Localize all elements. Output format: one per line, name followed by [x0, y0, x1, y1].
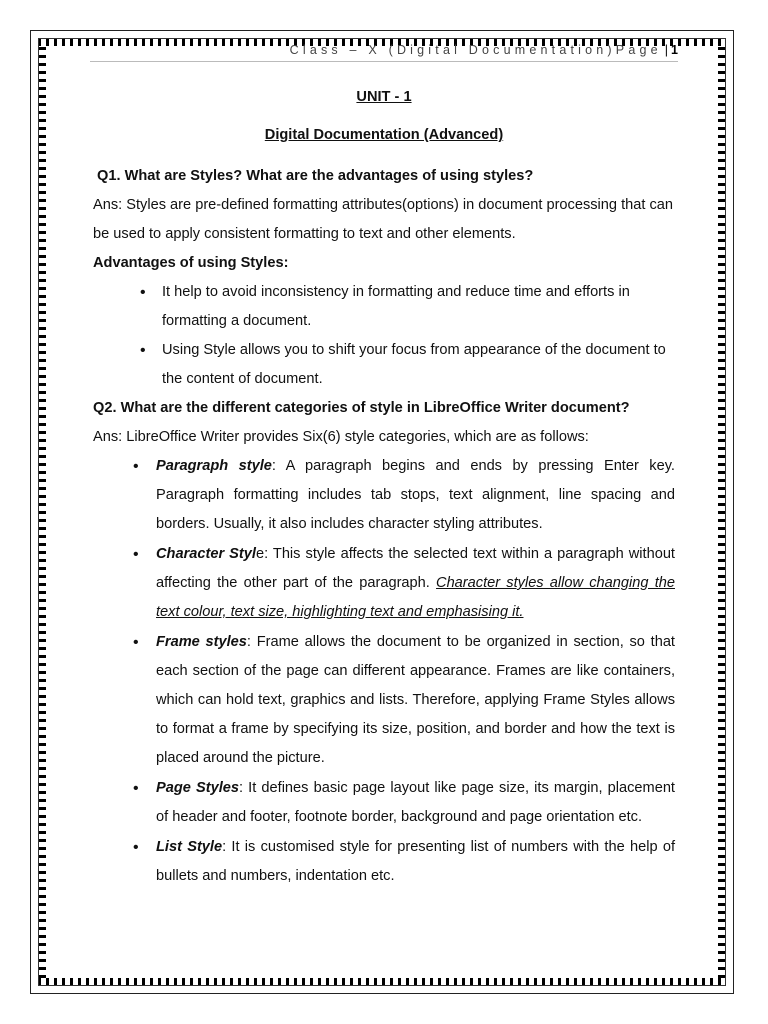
header-separator: |	[664, 43, 669, 57]
style-description: : It defines basic page layout like page size, its margin, placement of header and footer, footnote border, background and page orientation etc.	[156, 780, 675, 825]
unit-heading: UNIT - 1	[356, 89, 412, 105]
list-item-frame-styles	[93, 628, 675, 773]
list-item-page-styles	[93, 774, 675, 832]
question-1: Q1. What are Styles? What are the advantages of using styles?	[97, 168, 534, 184]
list-item-paragraph-style	[93, 452, 675, 539]
document-subtitle: Digital Documentation (Advanced)	[264, 127, 504, 143]
list-item: • Using Style allows you to shift your focus from appearance of the document to the content of document.	[93, 336, 675, 394]
style-term: Page Styles	[156, 780, 239, 796]
advantages-list	[93, 278, 675, 394]
style-term: Paragraph style	[156, 458, 272, 474]
style-description: : It is customised style for presenting list of numbers with the help of bullets and numbers, indentation etc.	[156, 839, 675, 884]
advantages-heading: Advantages of using Styles:	[93, 255, 289, 271]
answer-1: Ans: Styles are pre-defined formatting attributes(options) in document processing that can be used to apply consistent formatting to text and other elements.	[93, 197, 674, 242]
answer-2: Ans: LibreOffice Writer provides Six(6) style categories, which are as follows:	[93, 429, 589, 445]
style-term: Character Styl	[156, 546, 256, 562]
style-categories-list	[93, 452, 675, 891]
style-description: : A paragraph begins and ends by pressing Enter key. Paragraph formatting includes tab stops, text alignment, line spacing and borders. Usually, it also includes character styling attributes.	[156, 458, 675, 532]
list-item-list-style	[93, 833, 675, 891]
list-item: • It help to avoid inconsistency in formatting and reduce time and efforts in formatting a document.	[93, 278, 675, 336]
page-header	[90, 43, 678, 62]
list-item-character-style	[93, 540, 675, 627]
style-term: List Style	[156, 839, 223, 855]
page-number: 1	[671, 43, 678, 57]
style-description: e: This style affects the selected text within a paragraph without affecting the other part of the paragraph.	[156, 546, 675, 591]
header-title: Class – X (Digital Documentation)Page	[289, 43, 662, 57]
question-2: Q2. What are the different categories of style in LibreOffice Writer document?	[93, 400, 630, 416]
style-term: Frame styles	[156, 634, 247, 650]
style-description: : Frame allows the document to be organized in section, so that each section of the page can different appearance. Frames are like containers, which can hold text, graphics and lists. Therefore, applying Frame Styles allows to format a frame by specifying its size, position, and border and how the text is placed around the picture.	[156, 634, 675, 766]
style-emphasis: Character styles allow changing the text colour, text size, highlighting text and emphasising it.	[156, 575, 675, 620]
document-body	[93, 88, 675, 892]
